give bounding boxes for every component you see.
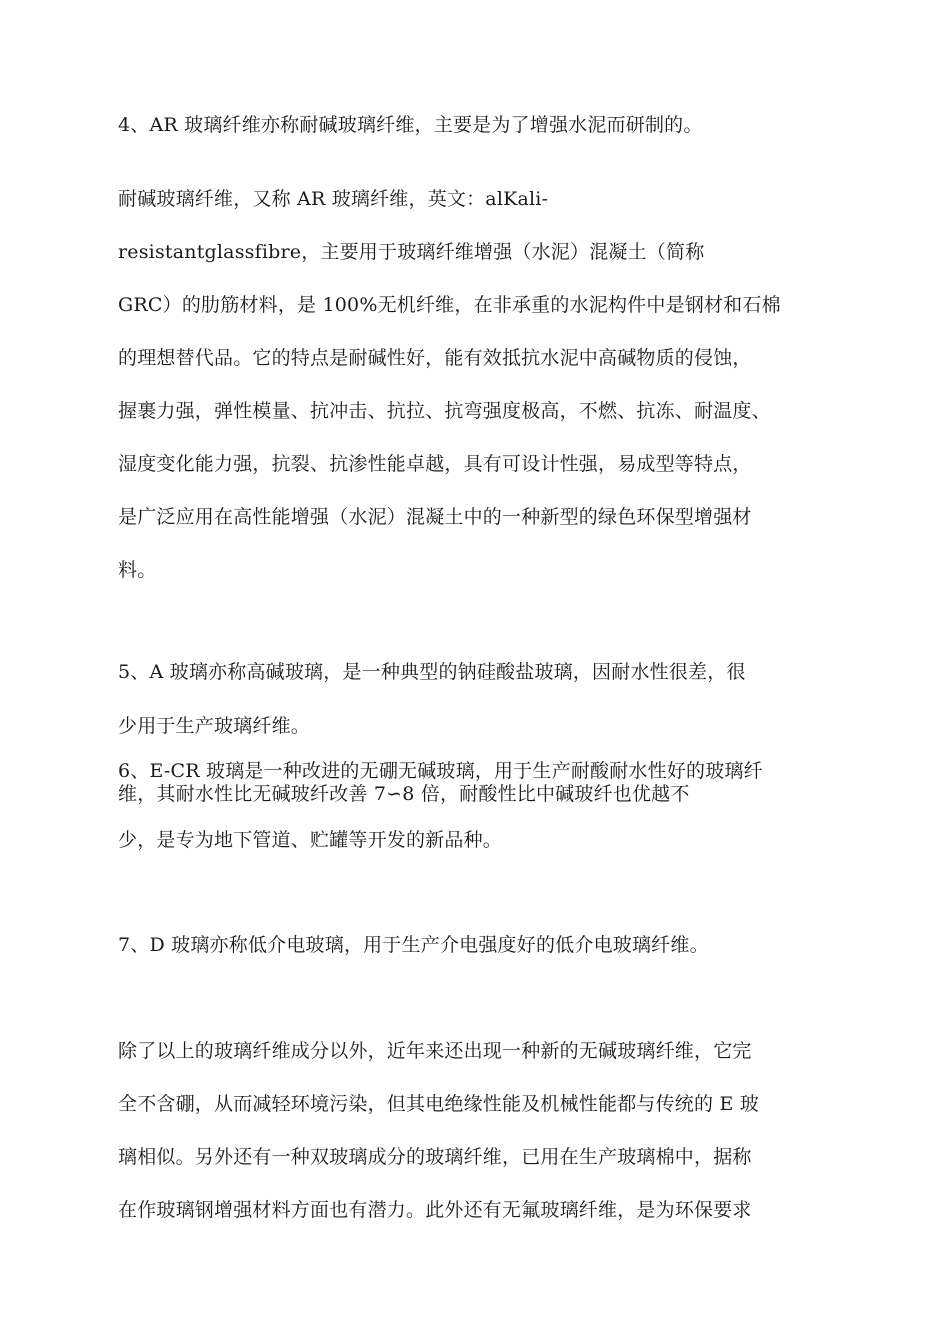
text-line: 少，是专为地下管道、贮罐等开发的新品种。 bbox=[118, 829, 503, 851]
text-line: 少用于生产玻璃纤维。 bbox=[118, 715, 311, 737]
text-line: 维，其耐水性比无碱玻纤改善 7∽8 倍，耐酸性比中碱玻纤也优越不 bbox=[118, 783, 690, 805]
text-line: 湿度变化能力强，抗裂、抗渗性能卓越，具有可设计性强，易成型等特点， bbox=[118, 453, 752, 475]
text-line: 料。 bbox=[118, 559, 157, 581]
text-line: 5、A 玻璃亦称高碱玻璃，是一种典型的钠硅酸盐玻璃，因耐水性很差，很 bbox=[118, 661, 746, 683]
text-line: 在作玻璃钢增强材料方面也有潜力。此外还有无氟玻璃纤维，是为环保要求 bbox=[118, 1199, 752, 1221]
text-line: 握裹力强，弹性模量、抗冲击、抗拉、抗弯强度极高，不燃、抗冻、耐温度、 bbox=[118, 400, 771, 422]
text-line: 7、D 玻璃亦称低介电玻璃，用于生产介电强度好的低介电玻璃纤维。 bbox=[118, 934, 709, 956]
text-line: 耐碱玻璃纤维，又称 AR 玻璃纤维，英文：alKali- bbox=[118, 188, 549, 210]
text-line: 6、E-CR 玻璃是一种改进的无硼无碱玻璃，用于生产耐酸耐水性好的玻璃纤 bbox=[118, 760, 763, 782]
text-line: 的理想替代品。它的特点是耐碱性好，能有效抵抗水泥中高碱物质的侵蚀， bbox=[118, 347, 752, 369]
text-line: resistantglassfibre，主要用于玻璃纤维增强（水泥）混凝土（简称 bbox=[118, 241, 705, 263]
text-line: 璃相似。另外还有一种双玻璃成分的玻璃纤维，已用在生产玻璃棉中，据称 bbox=[118, 1146, 752, 1168]
text-line: GRC）的肋筋材料，是 100%无机纤维，在非承重的水泥构件中是钢材和石棉 bbox=[118, 294, 781, 316]
text-line: 4、AR 玻璃纤维亦称耐碱玻璃纤维，主要是为了增强水泥而研制的。 bbox=[118, 114, 703, 136]
text-line: 是广泛应用在高性能增强（水泥）混凝土中的一种新型的绿色环保型增强材 bbox=[118, 506, 752, 528]
text-line: 除了以上的玻璃纤维成分以外，近年来还出现一种新的无碱玻璃纤维，它完 bbox=[118, 1040, 752, 1062]
text-line: 全不含硼，从而减轻环境污染，但其电绝缘性能及机械性能都与传统的 E 玻 bbox=[118, 1093, 759, 1115]
